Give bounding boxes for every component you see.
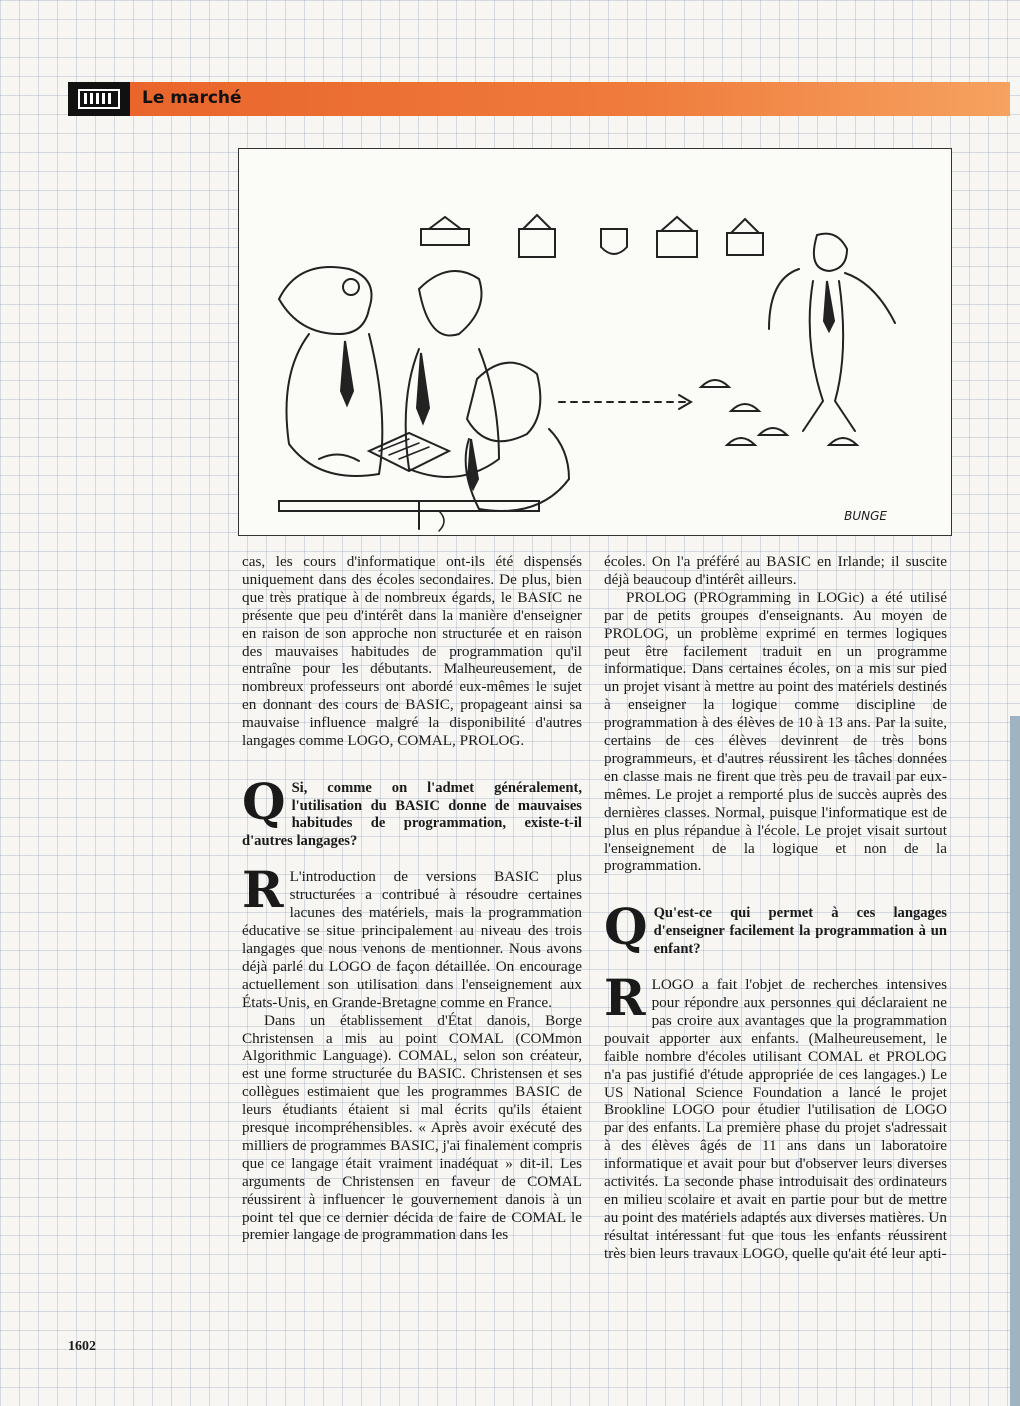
page-edge-bar [1010, 716, 1020, 1406]
drop-cap-q: Q [604, 897, 648, 957]
answer-block [242, 860, 582, 1011]
drop-cap-q: Q [242, 771, 286, 831]
question-block [242, 771, 582, 850]
paragraph: cas, les cours d'informatique ont-ils été dispensés uniquement dans des écoles secondaires. De plus, bien que très pratique à de nombreux égards, le BASIC ne présente que peu d'intérêt dans la manière d'enseigner en raison de son approche non structurée et en raison des mauvaises habitudes de programmation qu'il entraîne pour les débutants. Malheureusement, de nombreux professeurs ont abordé eux-mêmes le sujet en donnant des cours de BASIC, propageant ainsi sa mauvaise influence malgré la disponibilité d'autres langages comme LOGO, COMAL, PROLOG. [242, 553, 582, 750]
article-left-column [242, 553, 582, 1244]
cartoon-signature: BUNGE [844, 509, 887, 523]
article-right-column [604, 553, 947, 1263]
answer-block [604, 968, 947, 1263]
drop-cap-r: R [604, 968, 646, 1028]
paragraph: écoles. On l'a préféré au BASIC en Irlande; il suscite déjà beaucoup d'intérêt ailleurs. [604, 553, 947, 588]
question-block [604, 897, 947, 958]
paragraph: PROLOG (PROgramming in LOGic) a été utilisé par de petits groupes d'enseignants. Au moyen de PROLOG, un problème exprimé en termes logiques peut être facilement traduit en un programme informatique. Dans certaines écoles, on a mis sur pied un projet visant à mettre au point des matériels destinés à enseigner la logique comme discipline de programmation à des élèves de 10 à 13 ans. Par la suite, certains de ces élèves devinrent de très bons programmeurs, et d'autres réussirent les tâches données en classe mais ne firent que très peu de travail par eux-mêmes. Le projet a remporté plus de succès auprès des dernières classes. Normal, puisque l'informatique est de plus en plus répandue à l'école. Le projet visait surtout l'enseignement de la logique et non de la programmation. [604, 588, 947, 875]
question-text: Qu'est-ce qui permet à ces langages d'enseigner facilement la programmation à un enfant? [653, 905, 947, 957]
drop-cap-r: R [242, 860, 284, 920]
answer-text: LOGO a fait l'objet de recherches intensives pour répondre aux personnes qui déclaraient ne pas croire aux avantages que la programmation pouvait apporter aux enfants. (Malheureusement, le faible nombre d'écoles utilisant COMAL et PROLOG n'a pas justifié d'étude appropriée de ces langages.) Le US National Science Foundation a lancé le projet Brookline LOGO pour étudier l'utilisation de LOGO par des enfants. La première phase du projet s'adressait à des élèves âgés de 11 ans dans un laboratoire informatique et avait pour but d'observer leurs diverses activités. La seconde phase introduisait des ordinateurs en milieu scolaire et avait en partie pour but de mettre au point des matériels adaptés aux diverses matières. Un résultat intéressant fut que tous les enfants réussirent très bien leurs travaux LOGO, quelle qu'ait été leur apti- [604, 976, 947, 1262]
page-number: 1602 [68, 1339, 96, 1354]
section-title: Le marché [142, 88, 242, 108]
keyboard-logo-icon [68, 82, 130, 116]
cartoon-illustration [238, 148, 952, 536]
paragraph: Dans un établissement d'État danois, Borge Christensen a mis au point COMAL (COMmon Algorithmic Language). COMAL, selon son créateur, est une forme structurée du BASIC. Christensen et ses collègues estimaient que les programmes BASIC de leurs étudiants étaient si mal écrits qu'ils étaient presque incompréhensibles. « Après avoir exécuté des milliers de programmes BASIC, j'ai finalement compris que ce langage était vraiment inadéquat » dit-il. Les arguments de Christensen en faveur de COMAL réussirent à influencer le gouvernement danois à un point tel que ce dernier décida de faire de COMAL le premier langage de programmation dans les [242, 1011, 582, 1244]
answer-text: L'introduction de versions BASIC plus structurées a contribué à résoudre certaines lacunes des matériels, mais la programmation éducative se situe principalement au niveau des trois langages que nous venons de mentionner. Nous avons déjà parlé du LOGO de façon détaillée. On encourage actuellement son utilisation dans l'enseignement aux États-Unis, en Grande-Bretagne comme en France. [242, 868, 582, 1011]
question-text: Si, comme on l'admet généralement, l'utilisation du BASIC donne de mauvaises habitudes de programmation, existe-t-il d'autres langages? [242, 779, 582, 849]
